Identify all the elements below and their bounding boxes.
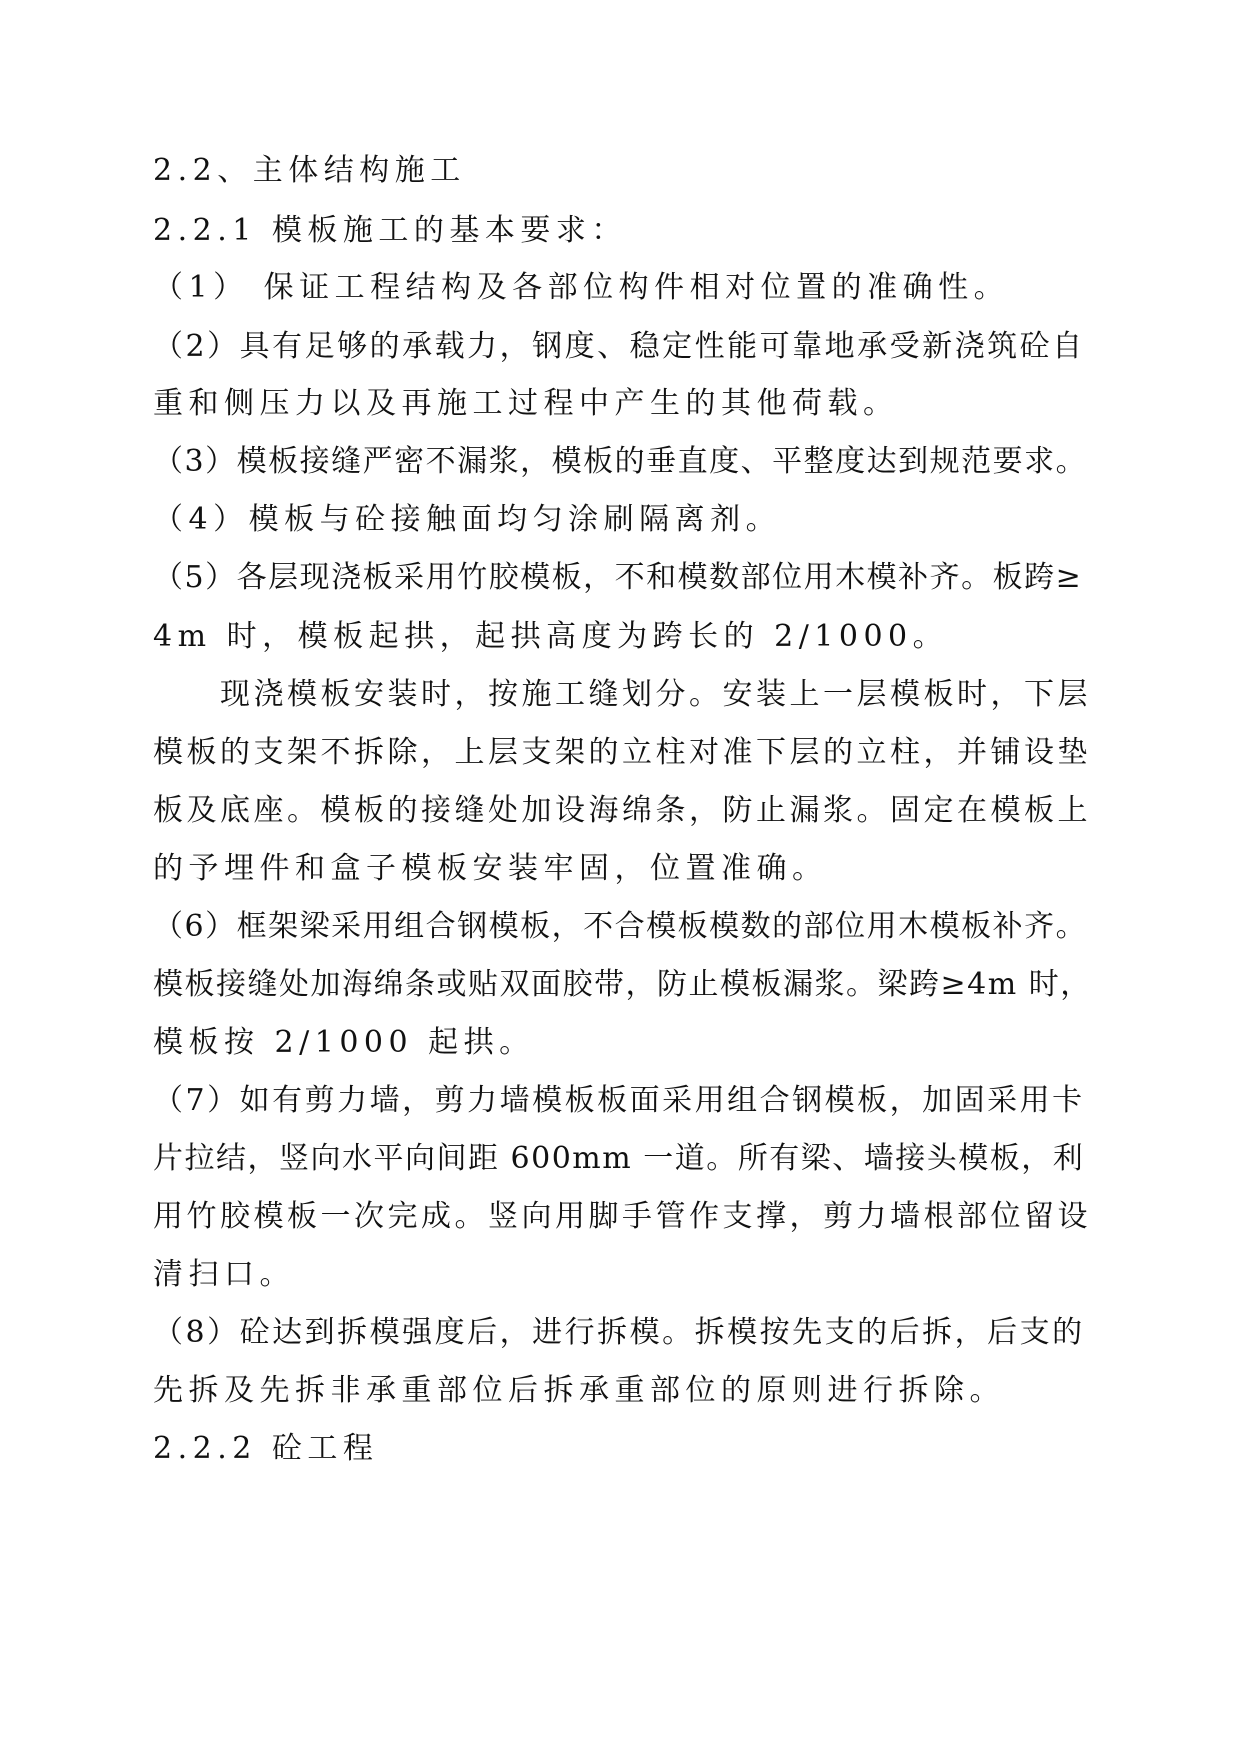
text-line: （4）模板与砼接触面均匀涂刷隔离剂。	[153, 502, 782, 537]
text-line: 清扫口。	[153, 1257, 295, 1292]
subsection-heading: 2.2.1 模板施工的基本要求：	[153, 213, 627, 248]
section-heading: 2.2、主体结构施工	[153, 153, 466, 188]
text-line: （8）砼达到拆模强度后，进行拆模。拆模按先支的后拆，后支的	[153, 1315, 1085, 1350]
text-line: （3）模板接缝严密不漏浆，模板的垂直度、平整度达到规范要求。	[153, 444, 1088, 479]
text-line: 片拉结，竖向水平向间距 600mm 一道。所有梁、墙接头模板，利	[153, 1141, 1085, 1176]
text-line: 用竹胶模板一次完成。竖向用脚手管作支撑，剪力墙根部位留设	[153, 1199, 1091, 1234]
text-line: 4m 时，模板起拱，起拱高度为跨长的 2/1000。	[153, 619, 949, 654]
text-line: 先拆及先拆非承重部位后拆承重部位的原则进行拆除。	[153, 1373, 1005, 1408]
text-line: 模板按 2/1000 起拱。	[153, 1025, 535, 1060]
text-line: 模板的支架不拆除，上层支架的立柱对准下层的立柱，并铺设垫	[153, 735, 1091, 770]
text-line: （1） 保证工程结构及各部位构件相对位置的准确性。	[153, 270, 1010, 305]
subsection-heading: 2.2.2 砼工程	[153, 1431, 379, 1466]
text-line: （6）框架梁采用组合钢模板，不合模板模数的部位用木模板补齐。	[153, 909, 1088, 944]
text-line: 重和侧压力以及再施工过程中产生的其他荷载。	[153, 386, 899, 421]
text-line: （5）各层现浇板采用竹胶模板，不和模数部位用木模补齐。板跨≥	[153, 560, 1083, 595]
text-line: 板及底座。模板的接缝处加设海绵条，防止漏浆。固定在模板上	[153, 793, 1091, 828]
text-line: （7）如有剪力墙，剪力墙模板板面采用组合钢模板，加固采用卡	[153, 1083, 1085, 1118]
text-line: （2）具有足够的承载力，钢度、稳定性能可靠地承受新浇筑砼自	[153, 329, 1085, 364]
text-line: 现浇模板安装时，按施工缝划分。安装上一层模板时，下层	[220, 677, 1091, 712]
text-line: 模板接缝处加海绵条或贴双面胶带，防止模板漏浆。梁跨≥4m 时，	[153, 967, 1092, 1002]
text-line: 的予埋件和盒子模板安装牢固，位置准确。	[153, 851, 828, 886]
